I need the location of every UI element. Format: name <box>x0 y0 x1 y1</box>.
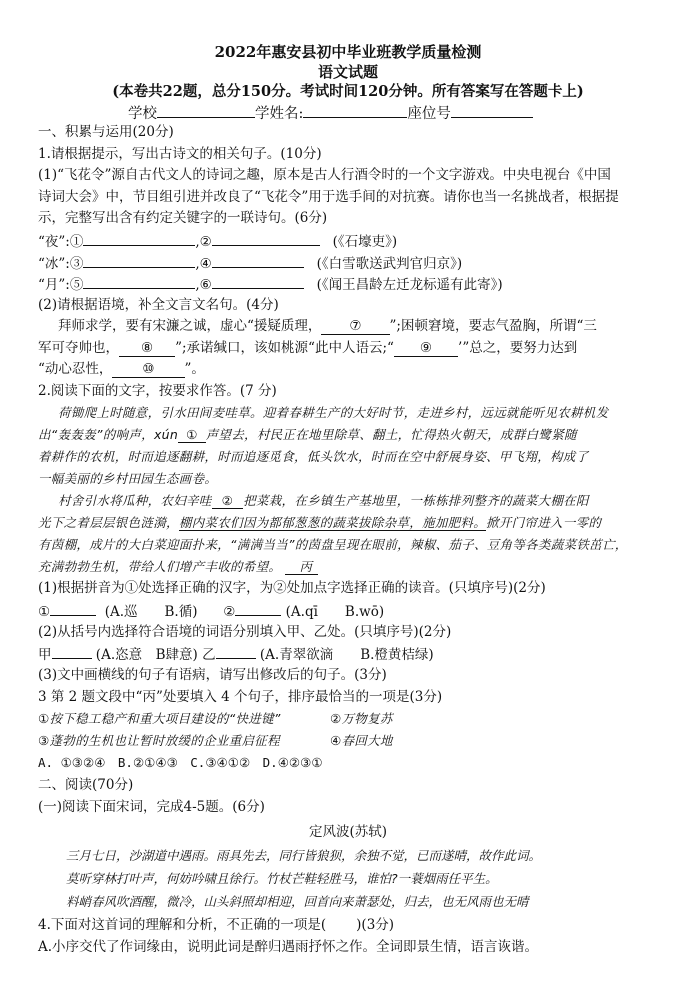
blank-3[interactable] <box>83 252 195 268</box>
passage-2-text-d1: 充满勃勃生机，带给人们增产丰收的希望。 <box>38 559 282 574</box>
q1-2-stem: (2)请根据语境，补全文言文名句。(4分) <box>38 297 279 313</box>
q4-score: )(3分) <box>356 917 395 933</box>
blank-5[interactable] <box>83 273 195 289</box>
q1-2-line2 <box>38 338 682 358</box>
q4-option-a: A.小序交代了作词缘由，说明此词是醉归遇雨抒怀之作。全词即景生情，语言诙谐。 <box>38 939 539 955</box>
name-blank <box>303 102 407 118</box>
blank-2[interactable] <box>212 230 320 246</box>
seat-blank <box>451 102 533 118</box>
passage-1-line1: 荷锄爬上时随意，引水田间麦哇草。迎着春耕生产的大好时节，走进乡村，远远就能听见农耕机发 <box>58 405 609 420</box>
passage-2-text-a2: 把菜栽，在乡镇生产基地里，一栋栋排列整齐的蔬菜大棚在阳 <box>243 493 589 508</box>
blank-reading-2: ② <box>212 493 244 509</box>
student-info-row <box>128 102 682 124</box>
q4-stem <box>38 915 682 935</box>
yue-source: (《闻王昌龄左迁龙标遥有此寄》) <box>316 277 503 293</box>
blank-9[interactable]: ⑨ <box>394 340 458 357</box>
seat-label: 座位号 <box>407 106 451 122</box>
q1-1-line2: 诗词大会》中，节目组引进并改良了“飞花令”用于选手间的对抗赛。请你也当一名挑战者，根据提 <box>38 189 619 205</box>
blank-7[interactable]: ⑦ <box>321 318 389 335</box>
q1-2-text-b1: 军可夺帅也， <box>38 340 119 356</box>
q2-2-options <box>38 643 682 665</box>
q1-2-text-a2: ”;困顿窘境，要志气盈胸，所谓“三 <box>389 318 597 334</box>
poem-title: 定风波(苏轼) <box>308 824 388 840</box>
answer-blank-1[interactable] <box>50 600 96 616</box>
section-1-heading: 一、积累与运用(20分) <box>38 124 174 140</box>
q3-stem: 3 第 2 题文段中“丙”处要填入 4 个句子，排序最恰当的一项是(3分) <box>38 689 443 705</box>
name-label: 学姓名: <box>255 106 304 122</box>
q1-2-text-a1: 拜师求学，要有宋濂之诚，虚心“援疑质理， <box>58 318 322 334</box>
q1-2-line1 <box>58 316 682 336</box>
q3-option-2: ②万物复苏 <box>330 711 393 726</box>
school-blank <box>157 102 255 118</box>
passage-2-text-a1: 村舍引水将瓜种，农妇辛哇 <box>58 493 212 508</box>
q3-options-row2 <box>38 731 682 751</box>
yi-blank[interactable] <box>216 643 256 659</box>
passage-2-line4 <box>38 557 682 577</box>
bing-row <box>38 252 682 274</box>
q2-3-stem: (3)文中画横线的句子有语病，请写出修改后的句子。(3分) <box>38 667 387 683</box>
ye-source: (《石壕吏》) <box>332 234 398 250</box>
underlined-faulty-sentence: 棚内菜农们因为都郁葱葱的蔬菜拔除杂草，施加肥料。 <box>178 515 487 530</box>
blank-6[interactable] <box>212 273 304 289</box>
q2-1-stem: (1)根据拼音为①处选择正确的汉字，为②处加点字选择正确的读音。(只填序号)(2分) <box>38 580 546 596</box>
q1-2-line3 <box>38 359 682 379</box>
q3-option-3: ③蓬勃的生机也让暂时放缓的企业重启征程 <box>38 733 280 748</box>
q1-2-text-b3: ’”总之，要努力达到 <box>458 340 578 356</box>
exam-title: 2022年惠安县初中毕业班教学质量检测 <box>214 43 482 61</box>
q2-1-mark-1: ① <box>38 604 51 620</box>
passage-1-line2 <box>38 425 682 445</box>
q1-2-text-c2: ”。 <box>184 361 205 377</box>
poem-preface: 三月七日，沙湖道中遇雨。雨具先去，同行皆狼狈，余独不觉，已而遂晴，故作此词。 <box>66 848 542 863</box>
bing-label: “冰”:③ <box>38 256 84 272</box>
section-2-sub: (一)阅读下面宋词，完成4-5题。(6分) <box>38 799 265 815</box>
answer-blank-2[interactable] <box>235 600 281 616</box>
yi-choices: (A.青翠欲滴 B.橙黄桔绿) <box>259 647 434 663</box>
passage-1-text-b1: 出“轰轰轰”的响声，xún <box>38 427 179 442</box>
school-label: 学校 <box>128 106 157 122</box>
blank-pinyin-1: ① <box>178 427 206 443</box>
q2-1-choices-2: (A.qī B.wō) <box>285 604 385 620</box>
q2-2-stem: (2)从括号内选择符合语境的词语分别填入甲、乙处。(只填序号)(2分) <box>38 624 452 640</box>
ye-label-2: ,② <box>195 234 212 250</box>
q1-2-text-b2: ”;承诺缄口，该如桃源“此中人语云;“ <box>175 340 394 356</box>
jia-blank[interactable] <box>52 643 92 659</box>
poem-line-2: 料峭春风吹酒醒，微冷，山头斜照却相迎，回首向来萧瑟处，归去，也无风雨也无晴 <box>66 894 529 909</box>
blank-8[interactable]: ⑧ <box>119 340 175 357</box>
q3-option-4: ④春回大地 <box>330 733 393 748</box>
q3-option-1: ①按下稳工稳产和重大项目建设的“快进键” <box>38 711 281 726</box>
ye-row <box>38 230 682 252</box>
blank-1[interactable] <box>83 230 195 246</box>
yi-label: 乙 <box>202 647 216 663</box>
q1-2-text-c1: “动心忍性， <box>38 361 113 377</box>
passage-1-text-b2: 声望去，村民正在地里除草、翻土，忙得热火朝天，成群白鹭紧随 <box>205 427 577 442</box>
exam-note: (本卷共22题，总分150分。考试时间120分钟。所有答案写在答题卡上) <box>112 83 584 100</box>
ye-label: “夜”:① <box>38 234 84 250</box>
q1-stem: 1.请根据提示，写出古诗文的相关句子。(10分) <box>38 146 322 162</box>
bing-source: (《白雪歌送武判官归京》) <box>316 256 463 272</box>
q3-answers: A. ①③②④ B.②①④③ C.③④①② D.④②③① <box>38 755 323 770</box>
q1-1-line1: (1)“飞花令”源自古代文人的诗词之趣，原本是古人行酒令时的一个文字游戏。中央电视台《中国 <box>38 167 611 183</box>
yue-label: “月”:⑤ <box>38 277 84 293</box>
blank-bing: 丙 <box>285 559 318 575</box>
poem-line-1: 莫听穿林打叶声，何妨吟啸且徐行。竹杖芒鞋轻胜马，谁怕?一蓑烟雨任平生。 <box>66 871 498 886</box>
q2-stem: 2.阅读下面的文字，按要求作答。(7 分) <box>38 383 277 399</box>
passage-2-text-b1: 光下之着层层银色涟漪， <box>38 515 179 530</box>
exam-subtitle: 语文试题 <box>317 63 378 81</box>
jia-label: 甲 <box>38 647 52 663</box>
q3-options-row1 <box>38 709 682 729</box>
jia-choices: (A.恣意 B肆意) <box>95 647 198 663</box>
section-2-heading: 二、阅读(70分) <box>38 777 134 793</box>
yue-row <box>38 273 682 295</box>
passage-2-line2 <box>38 513 682 533</box>
passage-2-line3: 有茵棚，成片的大白菜迎面扑来，“满满当当”的茵盘呈现在眼前，辣椒、茄子、豆角等各类蔬菜铁茁亡， <box>38 537 628 552</box>
passage-2-text-b2: 掀开门帘进入一零的 <box>486 515 602 530</box>
bing-label-2: ,④ <box>195 256 212 272</box>
q2-1-choices-1: (A.巡 B.循) <box>104 604 198 620</box>
passage-2-line1 <box>58 491 682 511</box>
passage-1-line3: 着耕作的农机，时而追逐翻耕，时而追逐觅食，低头饮水，时而在空中舒展身姿、甲飞翔，构成了 <box>38 449 589 464</box>
q1-1-line3: 示，完整写出含有约定关键字的一联诗句。(6分) <box>38 210 328 226</box>
passage-1-line4: 一幅美丽的乡村田园生态画卷。 <box>38 471 218 486</box>
q4-text: 4.下面对这首词的理解和分析，不正确的一项是( <box>38 917 327 933</box>
q2-1-options <box>38 600 682 622</box>
blank-10[interactable]: ⑩ <box>112 361 184 378</box>
yue-label-2: ,⑥ <box>195 277 212 293</box>
q2-1-mark-2: ② <box>223 604 236 620</box>
blank-4[interactable] <box>212 252 304 268</box>
